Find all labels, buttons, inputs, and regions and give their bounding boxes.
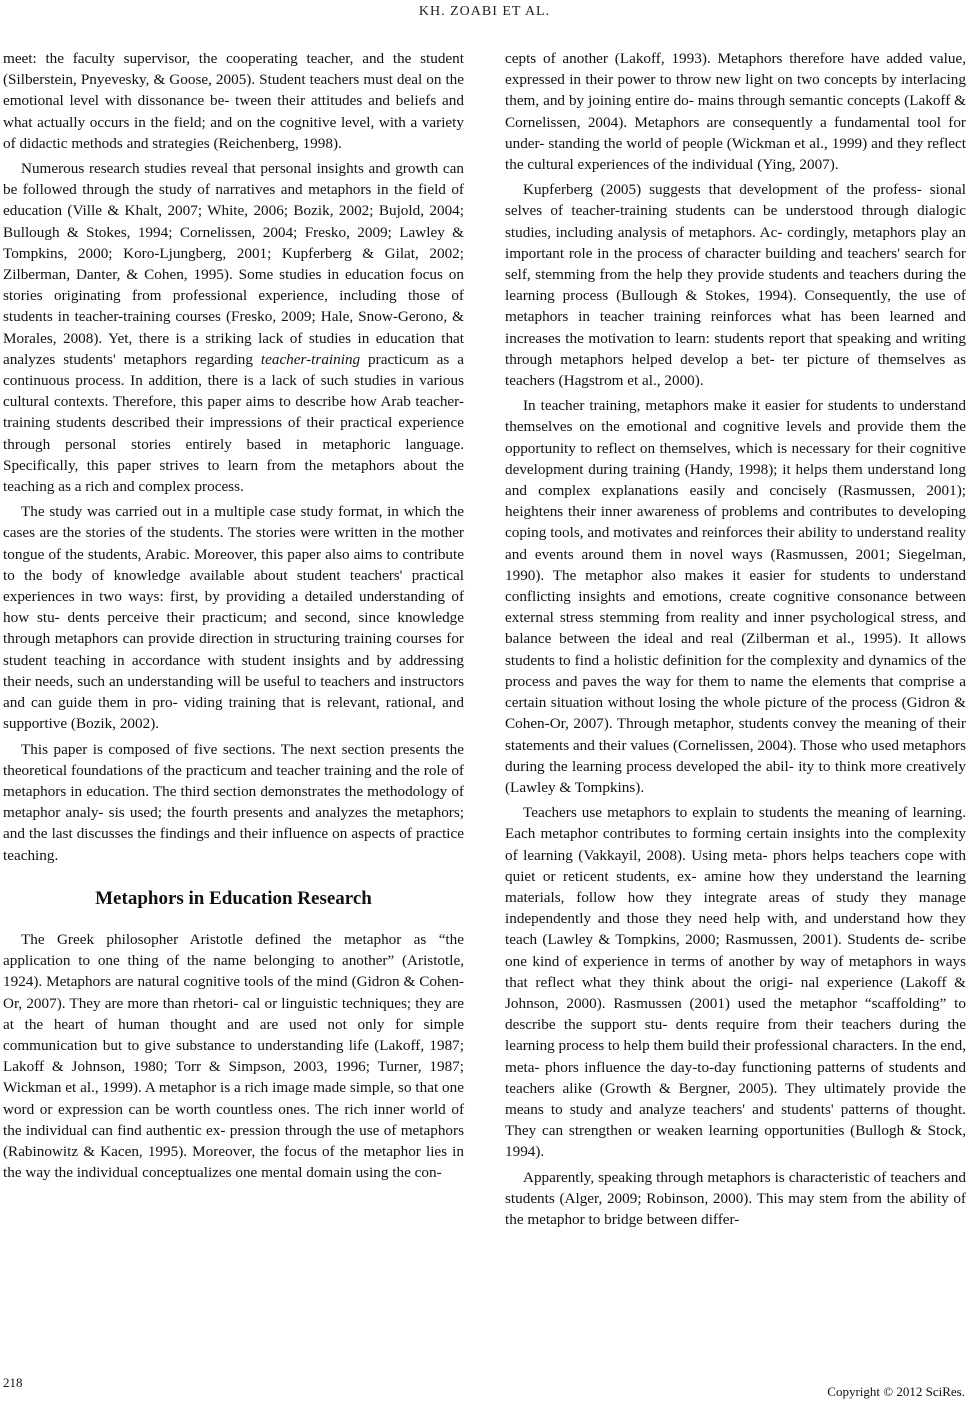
running-head: KH. ZOABI ET AL. (418, 4, 551, 19)
paragraph: The study was carried out in a multiple case study format, in which the cases are the stories of the students. The stories were written in the mother tongue of the students, Arabic. Moreover, this paper also aims to contribute to the body of knowledge available about student teachers' practical experiences in two ways: first, by providing a detailed understanding of how stu- dents perceive their practicum; and second, since knowledge through metaphors can provide direction in structuring training courses for student teaching in accordance with student insights and by addressing their needs, such an understanding will be useful to teachers and instructors and can guide them in pro- viding training that is relevant, rational, and supportive (Bozik, 2002). (3, 503, 464, 733)
paragraph: In teacher training, metaphors make it easier for students to understand themselves on the emotional and cognitive levels and provide them the opportunity to reflect on themselves, which is necessary for their cognitive development during training (Handy, 1998); it helps them understand long and complex explanations easily and concisely (Rasmussen, 2001); heightens their inner awareness of problems and contributes to developing coping tools, and motivates and reinforces their ability to understand reality and events around them in novel ways (Rasmussen, 2001; Siegelman, 1990). The metaphor also makes it easier for students to understand conflicting insights and emotions, create cognitive consonance between external stress stemming from reality and inner psychological stress, and balance between the ideal and real (Zilberman et al., 1995). It allows students to find a holistic definition for the complexity and dynamics of the process and paves the way for them to name the elements that comprise a certain situation without losing the whole picture of the process (Gidron & Cohen-Or, 2007). Through metaphor, students convey the meaning of their statements and their values (Cornelissen, 2004). Those who used metaphors during the learning process developed the abil- ity to think more creatively (Lawley & Tompkins). (505, 397, 966, 796)
section-heading: Metaphors in Education Research (95, 887, 372, 909)
italic-term: teacher-training (260, 350, 361, 368)
paragraph-text: practicum as a continuous process. In addition, there is a lack of such studies in various cultural contexts. Therefore, this paper aims to describe how Arab teacher-training students described their impressions of their practical experience through personal stories entirely based in metaphoric language. Specifically, this paper strives to learn from the metaphors about the teaching as a rich and complex process. (3, 350, 464, 496)
paragraph: cepts of another (Lakoff, 1993). Metaphors therefore have added value, expressed in their power to throw new light on two concepts by interlacing them, and by joining entire do- mains through semantic concepts (Lakoff & Cornelissen, 2004). Metaphors are consequently a fundamental tool for under- standing the world of people (Wickman et al., 1999) and they reflect the cultural experiences of the individual (Ying, 2007). (505, 50, 966, 174)
paragraph-text: Numerous research studies reveal that personal insights and growth can be followed through the study of narratives and metaphors in the field of education (Ville & Khalt, 2007; White, 2006; Bozik, 2002; Bujold, 2004; Bullough & Stokes, 1994; Cornelissen, 2004; Fresko, 2009; Lawley & Tompkins, 2000; Koro-Ljungberg, 2001; Kupferberg & Gilat, 2002; Zilberman, Danter, & Cohen, 1995). Some studies in education focus on stories originating from professional experience, including those of students in teacher-training courses (Fresko, 2009; Hale, Snow-Gerono, & Morales, 2008). Yet, there is a striking lack of studies in education that analyzes students' metaphors regarding (3, 160, 464, 368)
right-column (505, 48, 966, 1234)
left-column (3, 48, 464, 1187)
paragraph: This paper is composed of five sections. The next section presents the theoretical foundations of the practicum and teacher training and the role of metaphors in education. The third section demonstrates the methodology of metaphor analy- sis used; the fourth presents and analyzes the metaphors; and the last discusses the findings and their influence on aspects of practice teaching. (3, 740, 464, 864)
copyright-notice: Copyright © 2012 SciRes. (827, 1384, 965, 1399)
paragraph: Teachers use metaphors to explain to students the meaning of learning. Each metaphor contributes to forming certain insights into the complexity of learning (Vakkayil, 2008). Using meta- phors helps teachers cope with quiet or reticent students, ex- amine how they understand the learning materials, follow how they integrate areas of study they manage independently and those they need help with, and understand how they teach (Lawley & Tompkins, 2000; Rasmussen, 2001). Students de- scribe one kind of experience in terms of another by way of metaphors in ways that reflect what they think about the origi- nal experience (Lakoff & Johnson, 2000). Rasmussen (2001) used the metaphor “scaffolding” to describe the support stu- dents require from their teachers during the learning process to help them build their professional characters. In the end, meta- phors influence the day-to-day functioning patterns of students and teachers alike (Growth & Bergner, 2005). They ultimately provide the means to study and analyze teachers' and students' patterns of thought. They can strengthen or weaken learning opportunities (Bullogh & Stock, 1994). (505, 804, 966, 1161)
paragraph: Apparently, speaking through metaphors is characteristic of teachers and students (Alger, 2009; Robinson, 2000). This may stem from the ability of the metaphor to bridge between differ- (505, 1168, 966, 1228)
page-number: 218 (3, 1375, 23, 1390)
paragraph: Kupferberg (2005) suggests that development of the profess- sional selves of teacher-training students can be understood through dialogic studies, including analysis of metaphors. Ac- cordingly, metaphors play an important role in the process of character building and teachers' search for self, stemming from the help they provide students and teachers during the learning process (Bullough & Stokes, 1994). Consequently, the use of metaphors in teacher training reinforces what has been learned and increases the motivation to learn: students report that speaking and writing through metaphors helped develop a bet- ter picture of themselves as teachers (Hagstrom et al., 2000). (505, 181, 966, 390)
paragraph: The Greek philosopher Aristotle defined the metaphor as “the application to one thing of the name belonging to another” (Aristotle, 1924). Metaphors are natural cognitive tools of the mind (Gidron & Cohen-Or, 2007). They are more than rhetori- cal or linguistic techniques; they are at the heart of human thought and are used not only for simple communication but to give substance to understanding life (Lakoff, 1987; Lakoff & Johnson, 1980; Torr & Simpson, 2003, 1996; Turner, 1987; Wickman et al., 1999). A metaphor is a rich image made simple, so that one word or expression can be worth countless ones. The rich inner world of the individual can find authentic ex- pression through the use of metaphors (Rabinowitz & Kacen, 1995). Moreover, the focus of the metaphor lies in the way the individual conceptualizes one mental domain using the con- (3, 930, 464, 1182)
paragraph: meet: the faculty supervisor, the cooperating teacher, and the student (Silberstein, Pnyevesky, & Goose, 2005). Student teachers must deal on the emotional level with dissonance be- tween their attitudes and beliefs and what actually occurs in the field; and on the cognitive level, with a variety of didactic methods and strategies (Reichenberg, 1998). (3, 50, 464, 152)
paragraph (3, 158, 464, 497)
